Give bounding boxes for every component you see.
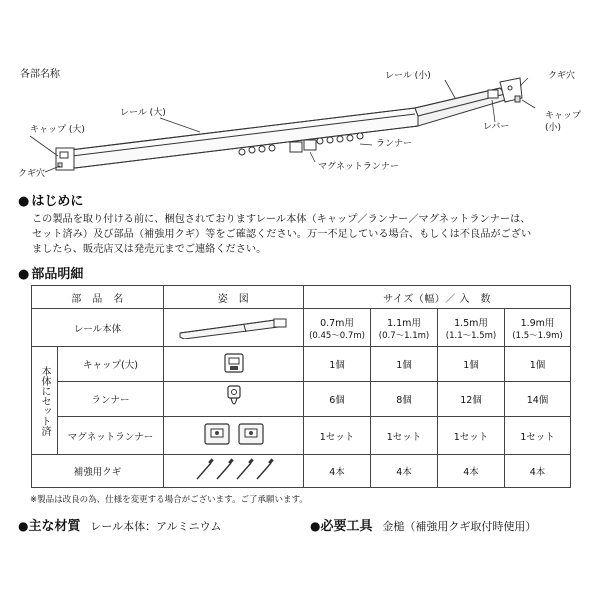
qty-cell: 4本 [438,455,505,488]
parts-title: 部品明細 [31,267,84,282]
intro-line: この製品を取り付ける前に、梱包されておりますレール本体（キャップ／ランナー／マグネットランナーは、 [32,214,531,225]
qty-cell: 1セット [505,417,571,455]
part-figure [164,455,304,488]
bullet-icon: ● [18,267,30,282]
label-key-hole-right: クギ穴 [548,71,576,81]
intro-text [32,212,572,257]
table-header-row [32,286,571,309]
part-figure [164,382,304,417]
header-size-qty: サイズ（幅）／ 入 数 [304,286,571,309]
qty-cell: 14個 [505,382,571,417]
rail-body-name: レール本体 [32,309,164,347]
size-col-3: 1.9m用 (1.5〜1.9m) [505,309,571,347]
qty-cell: 1個 [371,347,438,382]
part-name: 補強用クギ [32,455,164,488]
bullet-icon: ● [18,519,29,533]
table-row [32,347,571,382]
label-cap-small: キャップ (小) [545,111,582,133]
diagram-title: 各部名称 [20,69,60,80]
qty-cell: 6個 [304,382,371,417]
table-row [32,417,571,455]
intro-line: ましたら、販売店又は発売元までご連絡ください。 [32,244,267,255]
intro-title: はじめに [31,194,84,209]
label-rail-small: レール (小) [385,71,431,81]
qty-cell: 1個 [304,347,371,382]
qty-cell: 1個 [505,347,571,382]
part-name: キャップ(大) [58,347,164,382]
qty-cell: 8個 [371,382,438,417]
cap-icon [219,351,249,375]
runner-icon [219,384,249,412]
materials-line [18,515,222,534]
qty-cell: 1個 [438,347,505,382]
nails-icon [189,457,279,483]
qty-cell: 4本 [505,455,571,488]
part-figure [164,347,304,382]
qty-cell: 1セット [438,417,505,455]
bullet-icon: ● [310,519,321,533]
lever-shape [488,90,498,98]
table-row [32,382,571,417]
rail-figure [164,309,304,347]
qty-cell: 4本 [304,455,371,488]
intro-line: セット済み）及び部品（補強用クギ）等をご確認ください。万一不足している場合、もしくは不良品がござい [32,229,532,240]
materials-detail: レール本体：アルミニウム [90,520,222,533]
tools-title: 必要工具 [320,519,373,534]
bullet-icon: ● [18,194,30,209]
group-label: 本体にセット済 [39,365,50,436]
intro-heading [18,195,83,208]
table-row-rail [32,309,571,347]
size-col-1: 1.1m用 (0.7〜1.1m) [371,309,438,347]
part-figure [164,417,304,455]
group-label-cell [32,347,58,455]
label-rail-large: レール (大) [120,108,166,118]
part-name: ランナー [58,382,164,417]
header-figure: 姿 図 [164,286,304,309]
tools-detail: 金槌（補強用クギ取付時使用） [382,520,537,533]
spec-note: ※製品は改良の為、仕様を変更する場合がございます。ご了承願います。 [30,495,308,505]
magnet-runner-icon [199,419,269,449]
label-cap-large: キャップ (大) [30,125,85,135]
size-col-0: 0.7m用 (0.45〜0.7m) [304,309,371,347]
table-row [32,455,571,488]
tools-line [310,515,536,534]
materials-title: 主な材質 [28,519,81,534]
label-lever: レバー [483,122,510,132]
parts-table [31,285,571,488]
label-runner: ランナー [376,139,413,149]
parts-heading [18,268,83,281]
label-magnet-runner: マグネットランナー [318,162,399,172]
qty-cell: 12個 [438,382,505,417]
size-col-2: 1.5m用 (1.1〜1.5m) [438,309,505,347]
rail-diagram [0,60,600,200]
qty-cell: 1セット [371,417,438,455]
qty-cell: 1セット [304,417,371,455]
part-name: マグネットランナー [58,417,164,455]
qty-cell: 4本 [371,455,438,488]
label-key-hole-left: クギ穴 [18,169,46,179]
rail-icon [174,313,294,339]
header-name: 部 品 名 [32,286,164,309]
